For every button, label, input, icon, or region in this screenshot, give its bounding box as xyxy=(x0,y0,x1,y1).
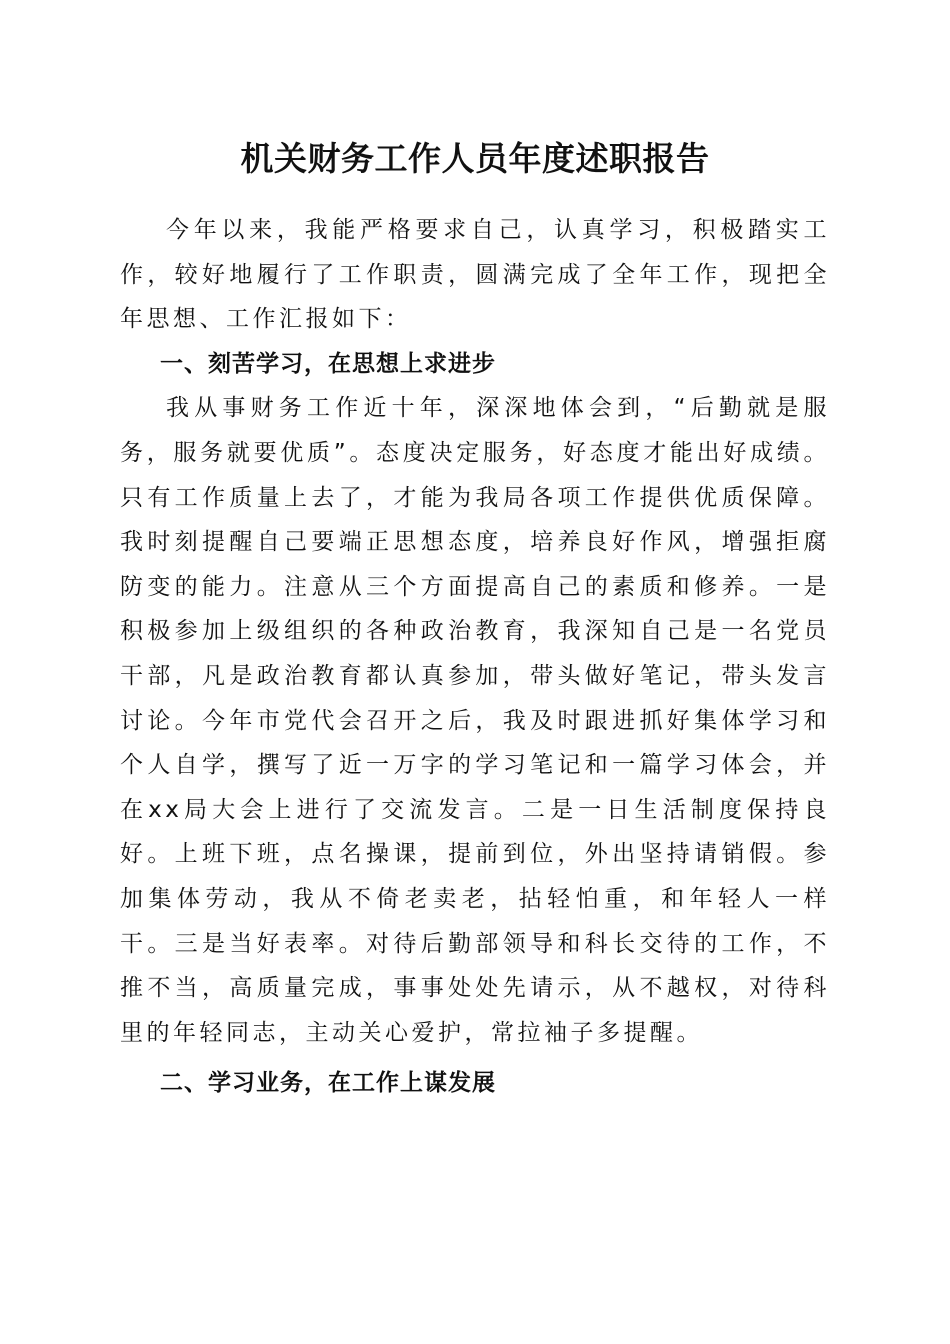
intro-paragraph: 今年以来，我能严格要求自己，认真学习，积极踏实工作，较好地履行了工作职责，圆满完成了全年工作，现把全年思想、工作汇报如下： xyxy=(120,217,830,333)
document-title: 机关财务工作人员年度述职报告 xyxy=(240,139,710,178)
section-paragraph-1: 我从事财务工作近十年，深深地体会到，“后勤就是服务，服务就要优质”。态度决定服务，好态度才能出好成绩。只有工作质量上去了，才能为我局各项工作提供优质保障。我时刻提醒自己要端正思想态度，培养良好作风，增强拒腐防变的能力。注意从三个方面提高自己的素质和修养。一是积极参加上级组织的各种政治教育，我深知自己是一名党员干部，凡是政治教育都认真参加，带头做好笔记，带头发言讨论。今年市党代会召开之后，我及时跟进抓好集体学习和个人自学，撰写了近一万字的学习笔记和一篇学习体会，并在xx局大会上进行了交流发言。二是一日生活制度保持良好。上班下班，点名操课，提前到位，外出坚持请销假。参加集体劳动，我从不倚老卖老，拈轻怕重，和年轻人一样干。三是当好表率。对待后勤部领导和科长交待的工作，不推不当，高质量完成，事事处处先请示，从不越权，对待科里的年轻同志，主动关心爱护，常拉袖子多提醒。 xyxy=(120,395,830,1046)
section-heading-2: 二、学习业务，在工作上谋发展 xyxy=(160,1070,496,1097)
section-heading-1: 一、刻苦学习，在思想上求进步 xyxy=(160,350,496,377)
document-body xyxy=(120,208,830,1106)
